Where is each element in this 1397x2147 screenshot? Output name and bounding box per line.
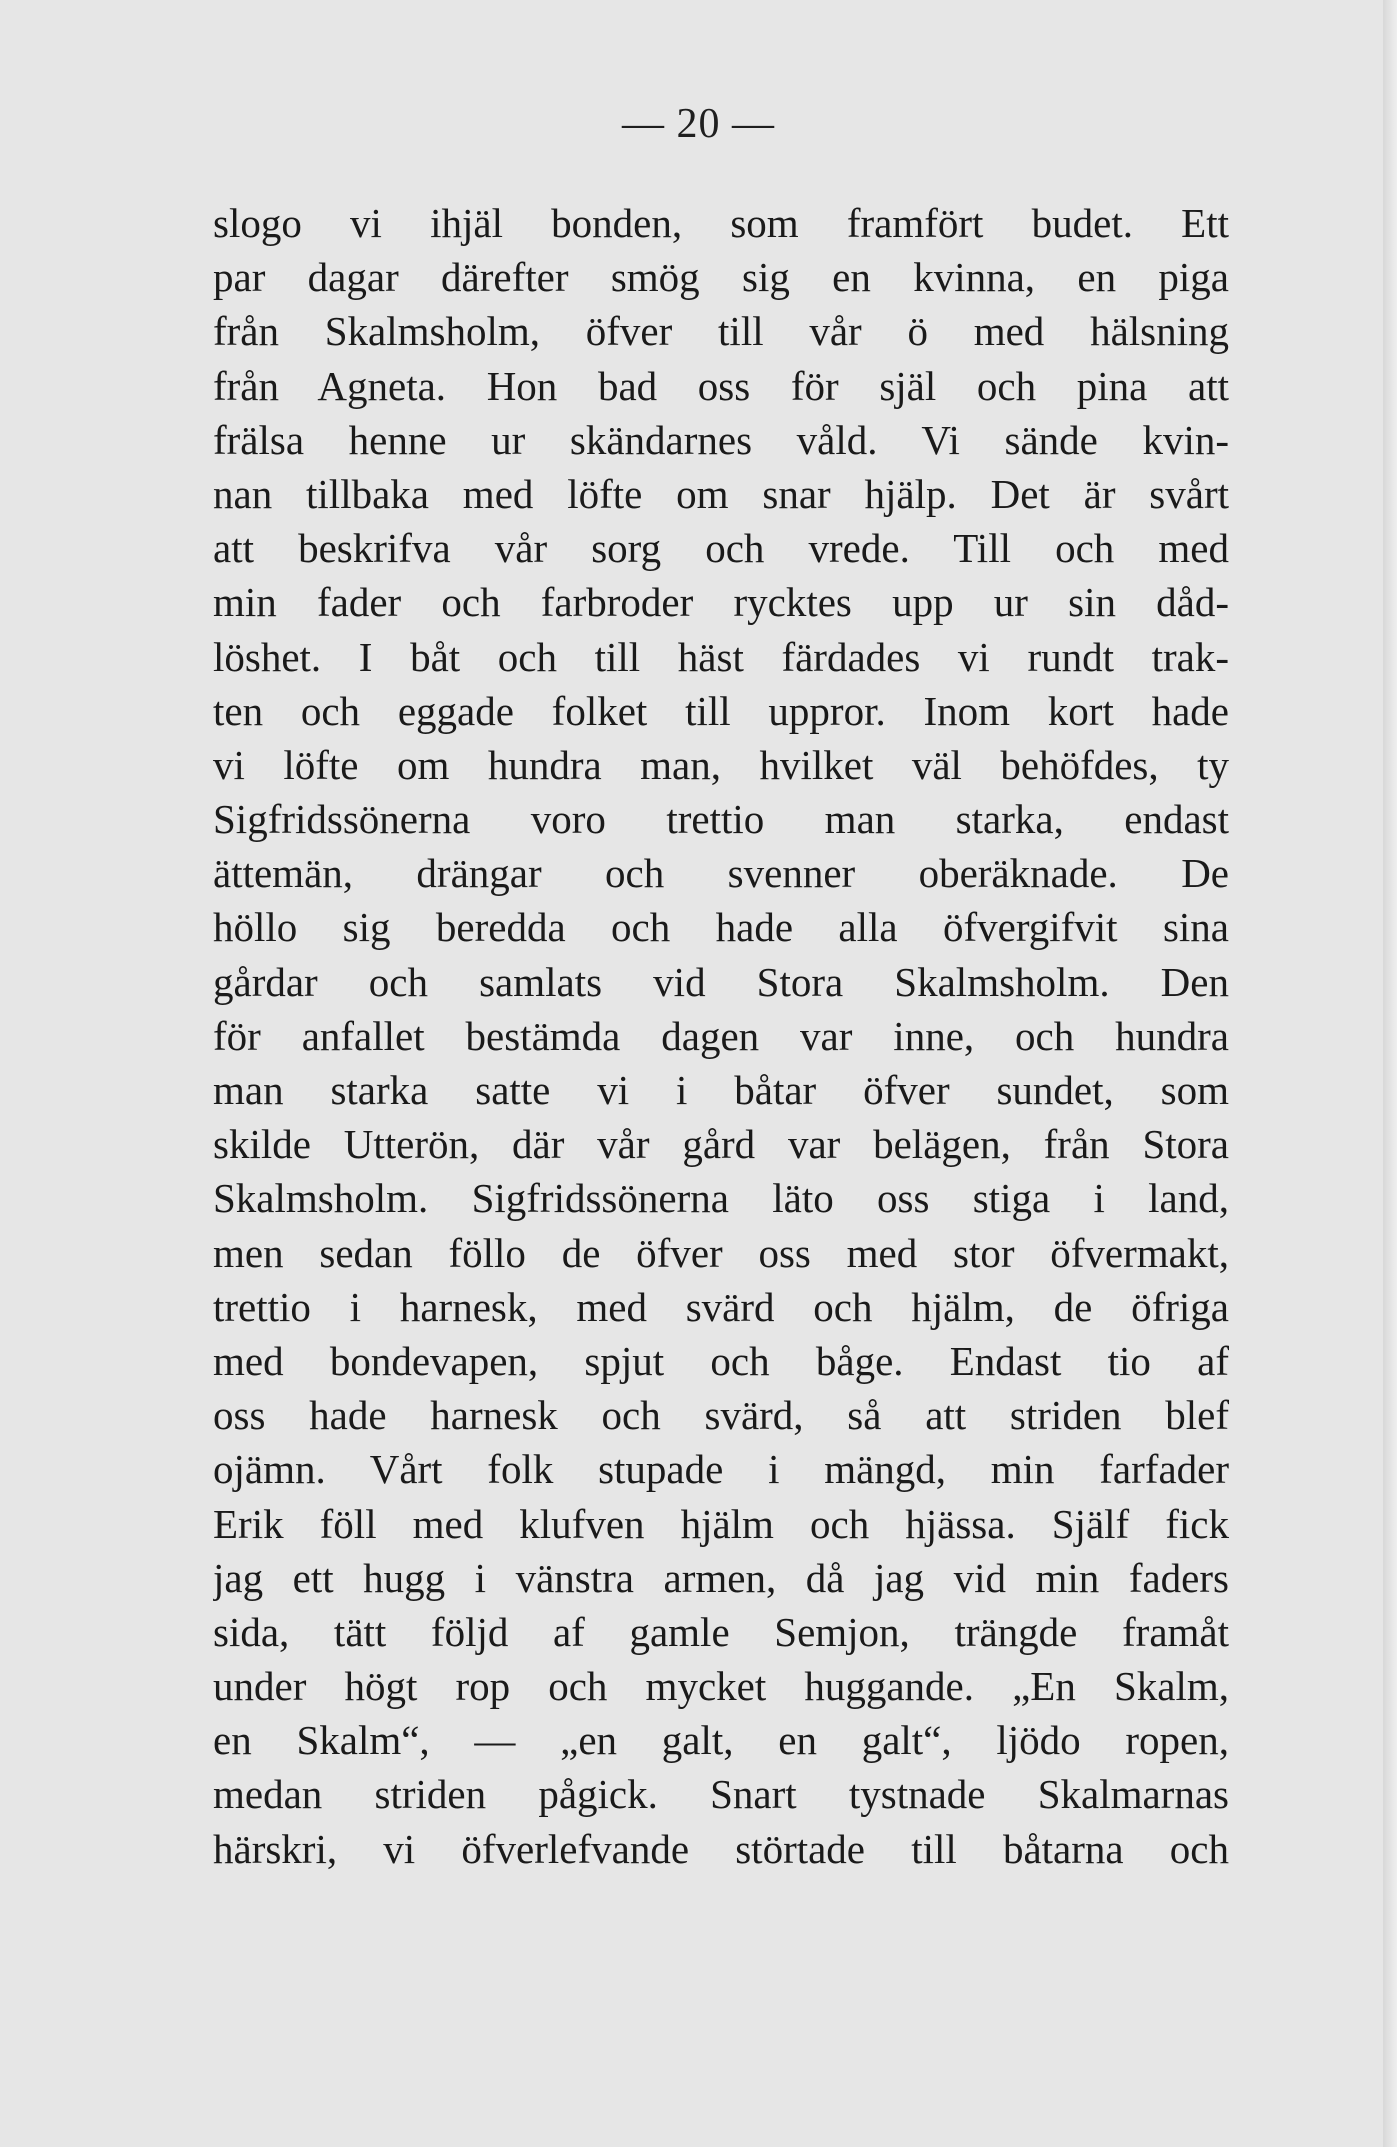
text-line: härskri, vi öfverlefvande störtade till båtarna och — [213, 1825, 1229, 1872]
text-line: höllo sig beredda och hade alla öfvergifvit sina — [213, 904, 1229, 951]
text-line: ojämn. Vårt folk stupade i mängd, min farfader — [213, 1446, 1229, 1493]
text-line: skilde Utterön, där vår gård var belägen, från Stora — [213, 1121, 1229, 1168]
text-line: oss hade harnesk och svärd, så att striden blef — [213, 1392, 1229, 1439]
text-line: Skalmsholm. Sigfridssönerna läto oss stiga i land, — [213, 1175, 1229, 1222]
text-line: en Skalm“, — „en galt, en galt“, ljödo ropen, — [213, 1717, 1229, 1764]
text-line: Sigfridssönerna voro trettio man starka, endast — [213, 796, 1229, 843]
text-line: att beskrifva vår sorg och vrede. Till och med — [213, 525, 1229, 572]
text-line: med bondevapen, spjut och båge. Endast tio af — [213, 1337, 1229, 1384]
text-line: slogo vi ihjäl bonden, som framfört budet. Ett — [213, 200, 1229, 246]
text-line: från Agneta. Hon bad oss för själ och pina att — [213, 362, 1229, 409]
body-text — [213, 196, 1229, 1876]
text-line: medan striden pågick. Snart tystnade Skalmarnas — [213, 1771, 1229, 1818]
text-line: Erik föll med klufven hjälm och hjässa. Själf fick — [213, 1500, 1229, 1547]
text-line: från Skalmsholm, öfver till vår ö med hälsning — [213, 308, 1229, 355]
text-line: frälsa henne ur skändarnes våld. Vi sände kvin- — [213, 416, 1229, 463]
text-line: ättemän, drängar och svenner oberäknade. De — [213, 850, 1229, 897]
text-line: trettio i harnesk, med svärd och hjälm, de öfriga — [213, 1283, 1229, 1330]
text-line: för anfallet bestämda dagen var inne, och hundra — [213, 1012, 1229, 1059]
scan-edge — [1383, 0, 1397, 2147]
page-number: — 20 — — [622, 101, 775, 147]
text-line: gårdar och samlats vid Stora Skalmsholm. Den — [213, 958, 1229, 1005]
text-line: men sedan föllo de öfver oss med stor öfvermakt, — [213, 1229, 1229, 1276]
text-line: par dagar därefter smög sig en kvinna, en piga — [213, 254, 1229, 301]
text-line: nan tillbaka med löfte om snar hjälp. Det är svårt — [213, 470, 1229, 517]
text-line: man starka satte vi i båtar öfver sundet, som — [213, 1067, 1229, 1113]
text-line: min fader och farbroder rycktes upp ur sin dåd- — [213, 579, 1229, 626]
text-line: vi löfte om hundra man, hvilket väl behöfdes, ty — [213, 741, 1229, 788]
text-line: under högt rop och mycket huggande. „En Skalm, — [213, 1663, 1229, 1710]
text-line: jag ett hugg i vänstra armen, då jag vid min faders — [213, 1554, 1229, 1601]
text-line: löshet. I båt och till häst färdades vi rundt trak- — [213, 633, 1229, 680]
text-line: sida, tätt följd af gamle Semjon, trängde framåt — [213, 1608, 1229, 1655]
text-line: ten och eggade folket till uppror. Inom kort hade — [213, 687, 1229, 734]
